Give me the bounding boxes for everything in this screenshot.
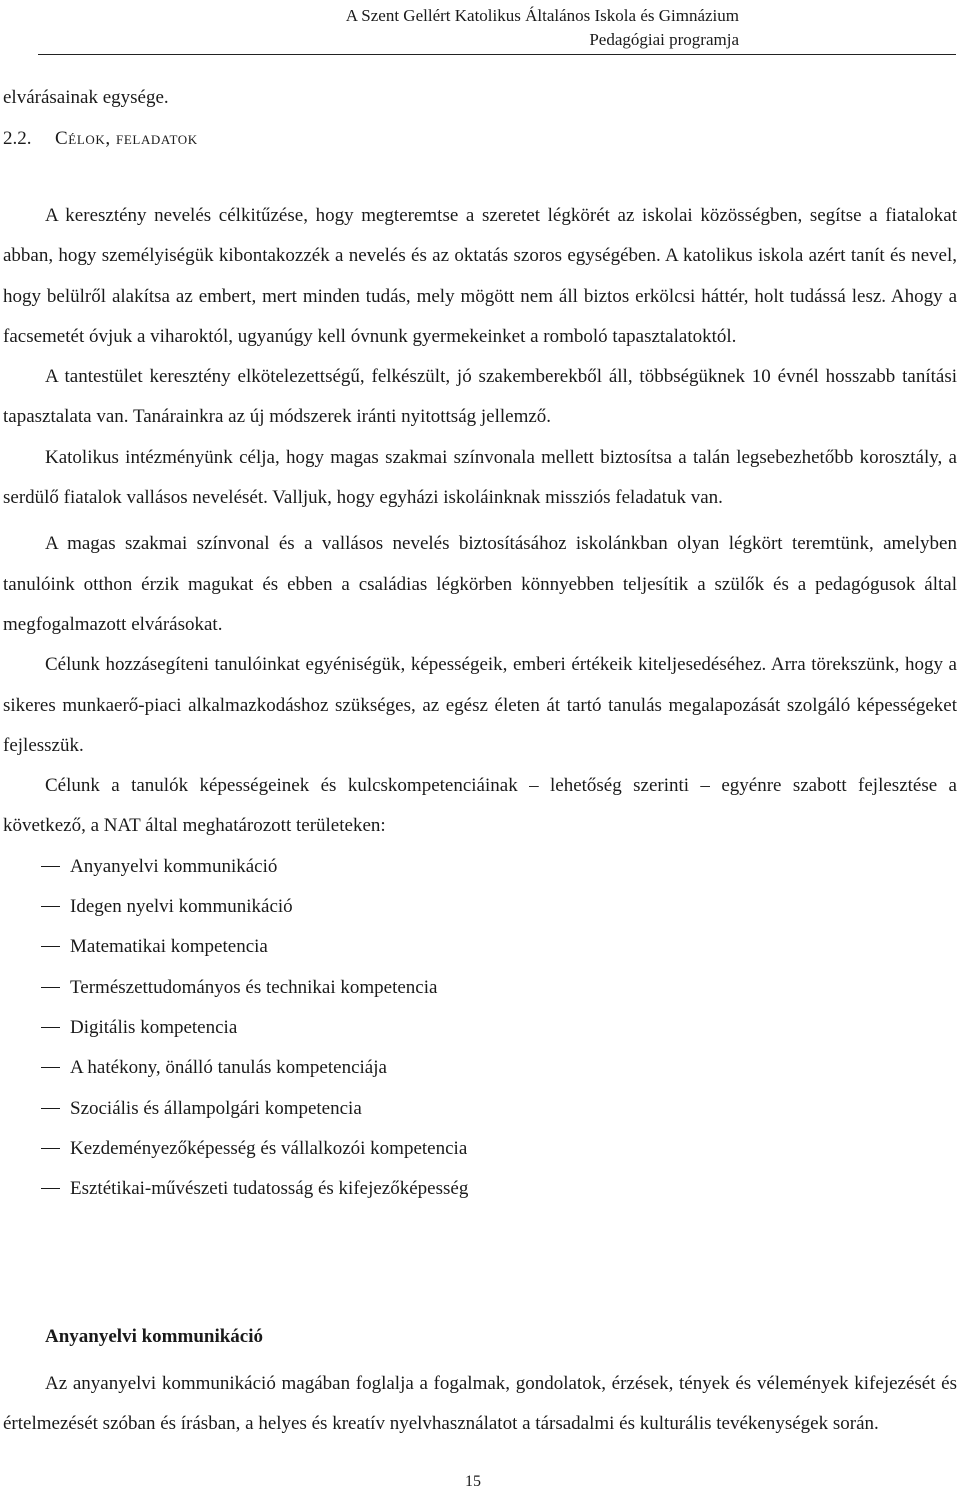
header-rule [38, 54, 956, 55]
header-document-title: Pedagógiai programja [589, 30, 739, 49]
dash-bullet-icon [41, 1027, 60, 1028]
dash-bullet-icon [41, 1148, 60, 1149]
dash-bullet-icon [41, 946, 60, 947]
dash-bullet-icon [41, 1188, 60, 1189]
page-number: 15 [465, 1473, 481, 1490]
paragraph-1: A keresztény nevelés célkitűzése, hogy megteremtse a szeretet légkörét az iskolai közösségben, segítse a fiatalokat abban, hogy személyiségük kibontakozzék a nevelés és az oktatás szoros egységében. A katolikus iskola azért tanít és nevel, hogy belülről alakítsa az embert, mert minden tudás, mely mögött nem áll biztos erkölcsi háttér, holt tudássá lesz. Ahogy a facsemetét óvjuk a viharoktól, ugyanúgy kell óvnunk gyermekeinket a romboló tapasztalatoktól. [3, 205, 957, 347]
section-heading [3, 128, 198, 150]
paragraph-4: A magas szakmai színvonal és a vallásos nevelés biztosításához iskolánkban olyan légkört teremtünk, amelyben tanulóink otthon érzik magukat és ebben a családias légkörben könnyebben teljesítik a szülők és a pedagógusok által megfogalmazott elvárásokat. [3, 533, 957, 635]
list-item: A hatékony, önálló tanulás kompetenciája [3, 1048, 957, 1088]
header-school-name: A Szent Gellért Katolikus Általános Iskola és Gimnázium [345, 6, 739, 25]
section-title: Célok, feladatok [55, 128, 198, 149]
paragraph-6: Célunk a tanulók képességeinek és kulcskompetenciáinak – lehetőség szerinti – egyénre szabott fejlesztése a következő, a NAT által meghatározott területeken: [3, 775, 957, 837]
list-item: Anyanyelvi kommunikáció [3, 847, 957, 887]
subsection-heading: Anyanyelvi kommunikáció [45, 1326, 264, 1347]
paragraph-3: Katolikus intézményünk célja, hogy magas szakmai színvonala mellett biztosítsa a talán legsebezhetőbb korosztály, a serdülő fiatalok vallásos nevelését. Valljuk, hogy egyházi iskoláinknak missziós feladatuk van. [3, 446, 957, 509]
list-item: Idegen nyelvi kommunikáció [3, 887, 957, 927]
body-text [3, 196, 957, 1209]
list-item: Kezdeményezőképesség és vállalkozói kompetencia [3, 1129, 957, 1169]
subsection-paragraph: Az anyanyelvi kommunikáció magában foglalja a fogalmak, gondolatok, érzések, tények és vélemények kifejezését és értelmezését szóban és írásban, a helyes és kreatív nyelvhasználatot a társadalmi és kulturális tevékenységek során. [3, 1373, 957, 1435]
paragraph-5: Célunk hozzásegíteni tanulóinkat egyéniségük, képességeik, emberi értékeik kiteljesedéséhez. Arra törekszünk, hogy a sikeres munkaerő-piaci alkalmazkodáshoz szükséges, az egész életen át tartó tanulás megalapozását szolgáló képességeket fejlesszük. [3, 654, 957, 756]
dash-bullet-icon [41, 906, 60, 907]
running-header [346, 4, 739, 52]
list-item: Szociális és állampolgári kompetencia [3, 1089, 957, 1129]
list-item: Matematikai kompetencia [3, 927, 957, 967]
subsection-body [3, 1364, 957, 1445]
paragraph-2: A tantestület keresztény elkötelezettségű, felkészült, jó szakemberekből áll, többségüknek 10 évnél hosszabb tanítási tapasztalata van. Tanárainkra az új módszerek iránti nyitottság jellemző. [3, 366, 957, 428]
continuation-line: elvárásainak egysége. [3, 87, 169, 108]
list-item: Természettudományos és technikai kompetencia [3, 968, 957, 1008]
dash-bullet-icon [41, 1067, 60, 1068]
list-item: Esztétikai-művészeti tudatosság és kifejezőképesség [3, 1169, 957, 1209]
dash-bullet-icon [41, 987, 60, 988]
section-number: 2.2. [3, 128, 32, 149]
dash-bullet-icon [41, 866, 60, 867]
dash-bullet-icon [41, 1108, 60, 1109]
competency-list [3, 847, 957, 1210]
list-item: Digitális kompetencia [3, 1008, 957, 1048]
